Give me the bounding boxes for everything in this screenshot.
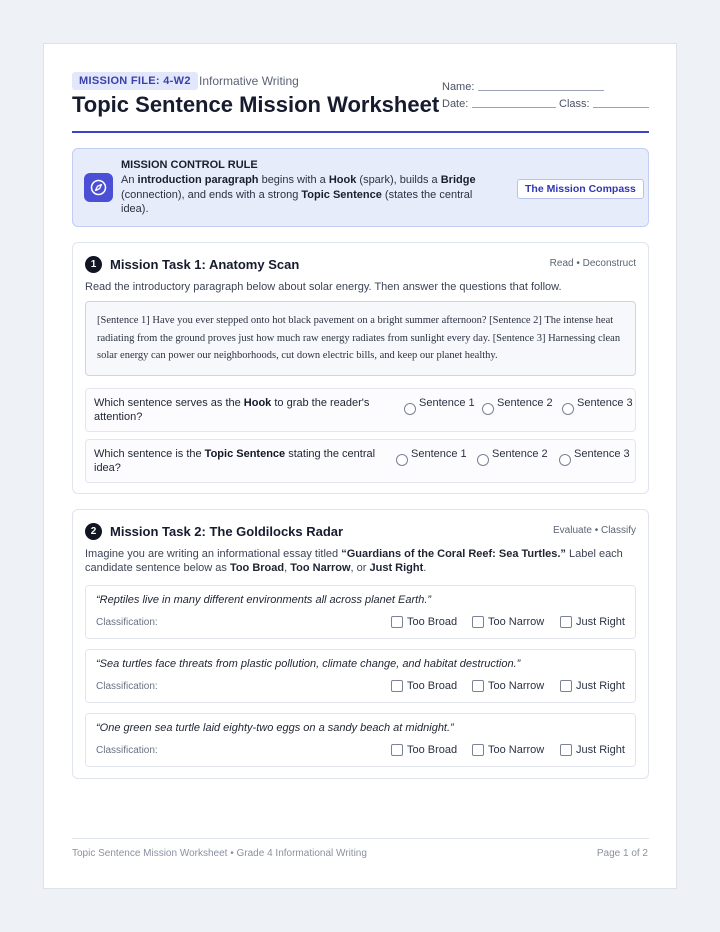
candidate-sentence: “Sea turtles face threats from plastic pollution, climate change, and habitat destruction.”	[96, 658, 521, 670]
radio-button[interactable]	[404, 403, 416, 415]
worksheet-page	[43, 43, 677, 889]
mission-control-rule	[72, 148, 649, 227]
mission-heading: MISSION CONTROL RULE	[121, 159, 258, 171]
compass-icon	[84, 173, 113, 202]
checkbox[interactable]	[391, 616, 403, 628]
checkbox[interactable]	[391, 680, 403, 692]
name-label: Name:	[442, 81, 475, 93]
title-divider	[72, 131, 649, 133]
checkbox[interactable]	[391, 744, 403, 756]
radio-button[interactable]	[477, 454, 489, 466]
subject-label: Informative Writing	[199, 74, 299, 88]
page-title: Topic Sentence Mission Worksheet	[72, 92, 440, 117]
checkbox[interactable]	[560, 744, 572, 756]
task-number-badge: 2	[85, 523, 102, 540]
checkbox[interactable]	[560, 680, 572, 692]
task-number-badge: 1	[85, 256, 102, 273]
task-2-instructions: Imagine you are writing an informational essay titled “Guardians of the Coral Reef: Sea Turtles.” Label each candidate sentence below as Too Broad, Too Narrow, or Just Right.	[85, 548, 623, 574]
candidate-sentence: “One green sea turtle laid eighty-two eggs on a sandy beach at midnight.”	[96, 722, 454, 734]
checkbox[interactable]	[472, 616, 484, 628]
checkbox[interactable]	[560, 616, 572, 628]
classification-label: Classification:	[96, 745, 158, 756]
mission-rule-text: An introduction paragraph begins with a Hook (spark), builds a Bridge (connection), and ends with a strong Topic Sentence (states the central idea).	[121, 174, 476, 215]
date-label: Date:	[442, 98, 469, 110]
mission-compass-badge: The Mission Compass	[517, 179, 644, 199]
mission-file-tag: MISSION FILE: 4-W2	[72, 72, 198, 90]
too-broad-option[interactable]: Too Broad	[391, 744, 457, 756]
footer-divider	[72, 838, 649, 839]
task-1-title: Mission Task 1: Anatomy Scan	[110, 257, 300, 272]
date-field[interactable]	[472, 107, 556, 108]
task-2-card	[72, 509, 649, 779]
just-right-option[interactable]: Just Right	[560, 680, 625, 692]
option-sentence-1[interactable]: Sentence 1	[411, 447, 471, 461]
option-sentence-2[interactable]: Sentence 2	[497, 396, 557, 410]
just-right-option[interactable]: Just Right	[560, 744, 625, 756]
question-text: Which sentence is the Topic Sentence stating the central idea?	[94, 448, 376, 474]
page-number: Page 1 of 2	[596, 848, 648, 859]
too-narrow-option[interactable]: Too Narrow	[472, 744, 544, 756]
classification-label: Classification:	[96, 681, 158, 692]
too-narrow-option[interactable]: Too Narrow	[472, 616, 544, 628]
too-broad-option[interactable]: Too Broad	[391, 616, 457, 628]
radio-button[interactable]	[396, 454, 408, 466]
option-sentence-3[interactable]: Sentence 3	[577, 396, 637, 410]
name-field[interactable]	[478, 90, 604, 91]
radio-button[interactable]	[482, 403, 494, 415]
radio-button[interactable]	[559, 454, 571, 466]
too-broad-option[interactable]: Too Broad	[391, 680, 457, 692]
option-sentence-2[interactable]: Sentence 2	[492, 447, 552, 461]
classification-row	[85, 585, 636, 639]
task-1-instructions: Read the introductory paragraph below about solar energy. Then answer the questions that follow.	[85, 281, 562, 293]
classification-row	[85, 649, 636, 703]
candidate-sentence: “Reptiles live in many different environments all across planet Earth.”	[96, 594, 432, 606]
task-1-tag: Read • Deconstruct	[549, 258, 636, 269]
task-2-tag: Evaluate • Classify	[553, 525, 636, 536]
task-2-title: Mission Task 2: The Goldilocks Radar	[110, 524, 344, 539]
question-row	[85, 388, 636, 432]
just-right-option[interactable]: Just Right	[560, 616, 625, 628]
radio-button[interactable]	[562, 403, 574, 415]
classification-label: Classification:	[96, 617, 158, 628]
class-label: Class:	[559, 98, 590, 110]
option-sentence-3[interactable]: Sentence 3	[574, 447, 634, 461]
solar-passage: [Sentence 1] Have you ever stepped onto hot black pavement on a bright summer afternoon? [Sentence 2] The intense heat radiating from the ground proves just how much raw energy radiates from sunlight every day. [Sentence 3] Harnessing clean solar energy can power our neighborhoods, cut down electric bills, and keep our planet healthy.	[85, 301, 636, 376]
classification-row	[85, 713, 636, 767]
checkbox[interactable]	[472, 744, 484, 756]
question-row	[85, 439, 636, 483]
option-sentence-1[interactable]: Sentence 1	[419, 396, 479, 410]
class-field[interactable]	[593, 107, 649, 108]
too-narrow-option[interactable]: Too Narrow	[472, 680, 544, 692]
footer-title: Topic Sentence Mission Worksheet • Grade 4 Informational Writing	[72, 848, 367, 859]
checkbox[interactable]	[472, 680, 484, 692]
question-text: Which sentence serves as the Hook to grab the reader's attention?	[94, 397, 370, 423]
task-1-card	[72, 242, 649, 494]
